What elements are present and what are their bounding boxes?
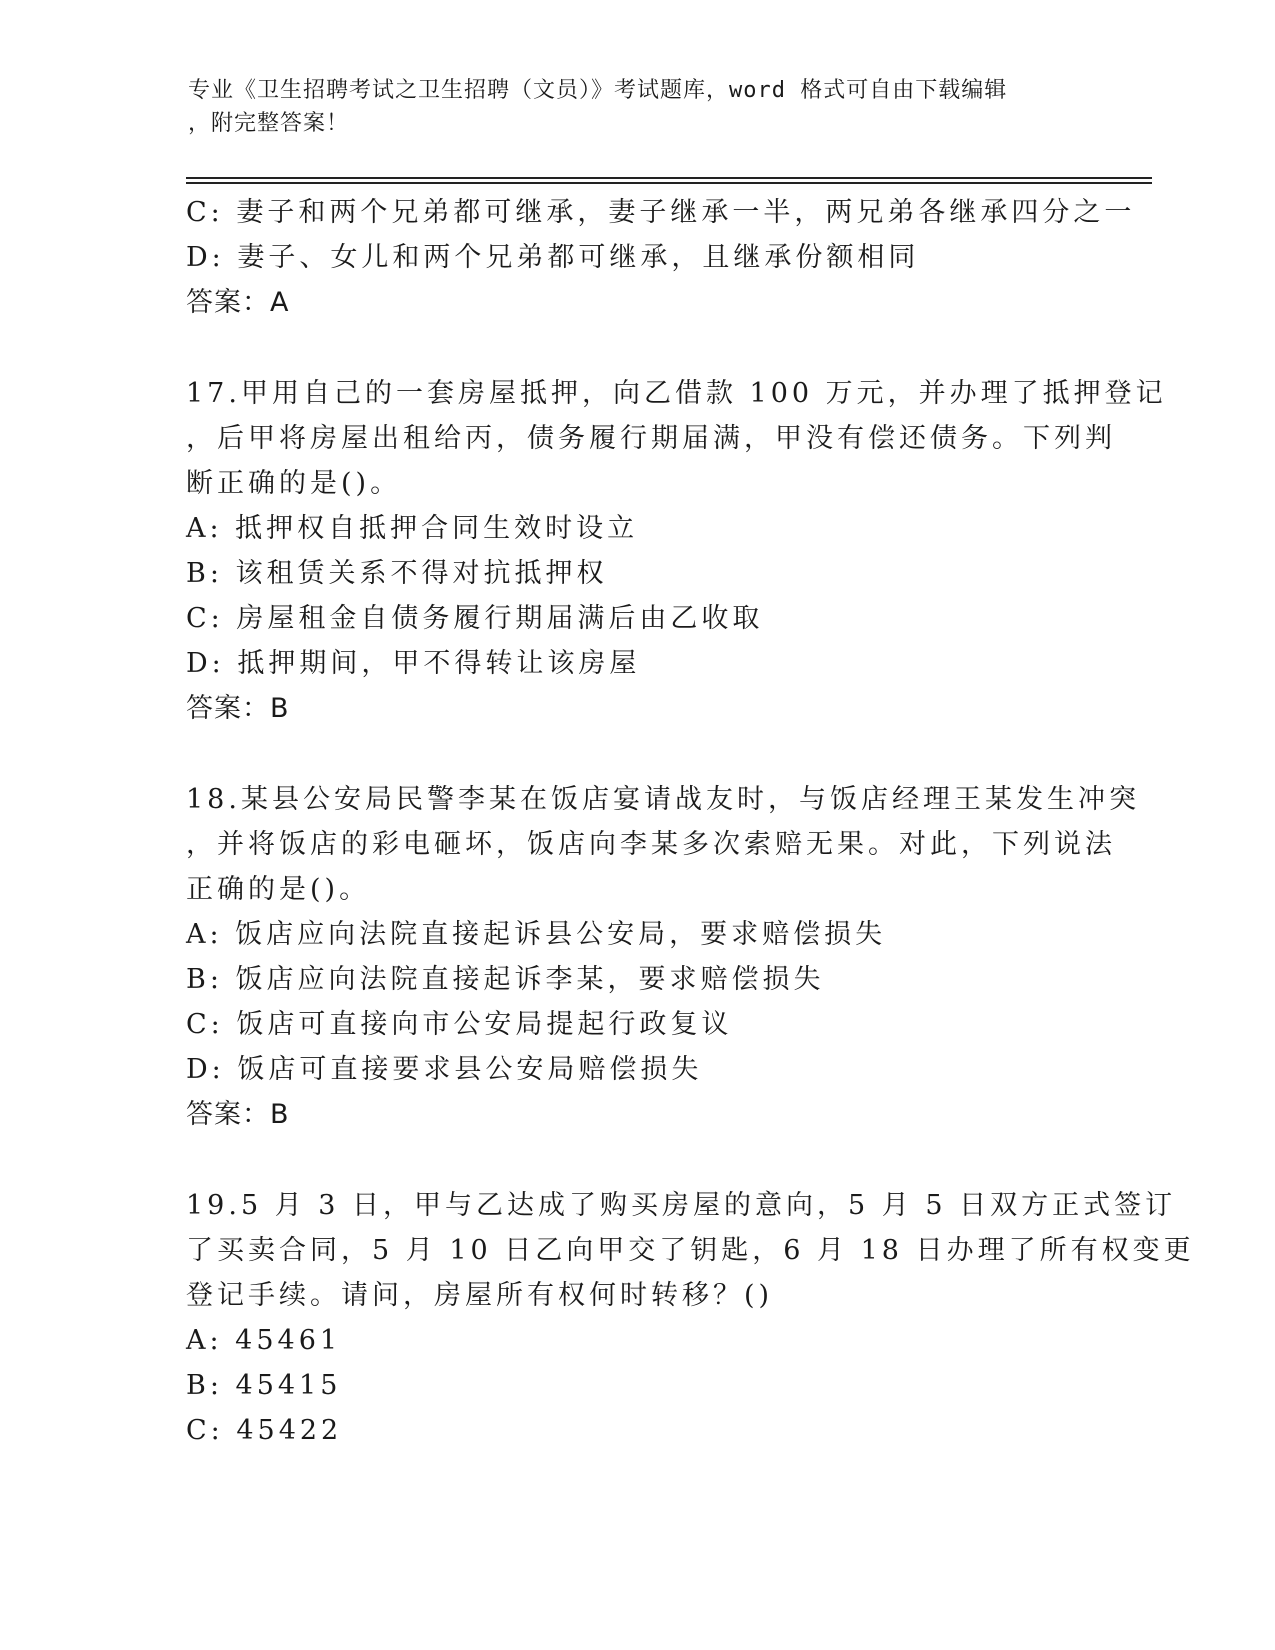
q19-stem-line-3: 登记手续。请问，房屋所有权何时转移？()	[186, 1280, 774, 1311]
q18-stem-line-3: 正确的是()。	[186, 874, 371, 905]
q17-option-c: C: 房屋租金自债务履行期届满后由乙收取	[186, 603, 764, 634]
document-header	[188, 74, 1068, 140]
question-content	[186, 190, 1195, 1453]
question-16	[186, 190, 1136, 325]
q17-option-a: A: 抵押权自抵押合同生效时设立	[186, 513, 639, 544]
q16-answer: 答案：A	[186, 287, 290, 318]
q19-option-b: B: 45415	[186, 1370, 342, 1401]
q19-option-a: A: 45461	[186, 1325, 342, 1356]
question-18	[186, 777, 1140, 1137]
question-17	[186, 371, 1167, 731]
q19-stem-line-2: 了买卖合同，5 月 10 日乙向甲交了钥匙，6 月 18 日办理了所有权变更	[186, 1235, 1195, 1266]
q18-option-b: B: 饭店应向法院直接起诉李某，要求赔偿损失	[186, 964, 825, 995]
q18-answer: 答案：B	[186, 1099, 290, 1130]
q17-stem-line-3: 断正确的是()。	[186, 468, 402, 499]
q16-option-c: C: 妻子和两个兄弟都可继承，妻子继承一半，两兄弟各继承四分之一	[186, 197, 1136, 228]
q19-option-c: C: 45422	[186, 1415, 343, 1446]
q17-stem-line-2: ，后甲将房屋出租给丙，债务履行期届满，甲没有偿还债务。下列判	[186, 423, 1116, 454]
q18-option-c: C: 饭店可直接向市公安局提起行政复议	[186, 1009, 733, 1040]
q18-stem-line-1: 18.某县公安局民警李某在饭店宴请战友时，与饭店经理王某发生冲突	[186, 784, 1140, 815]
header-line-1: 专业《卫生招聘考试之卫生招聘（文员）》考试题库，word 格式可自由下载编辑	[188, 78, 1008, 103]
q18-stem-line-2: ，并将饭店的彩电砸坏，饭店向李某多次索赔无果。对此，下列说法	[186, 829, 1116, 860]
question-19	[186, 1183, 1195, 1453]
header-rule-top	[186, 177, 1152, 179]
q17-stem-line-1: 17.甲用自己的一套房屋抵押，向乙借款 100 万元，并办理了抵押登记	[186, 378, 1167, 409]
header-rule-bottom	[186, 182, 1152, 184]
q18-option-d: D: 饭店可直接要求县公安局赔偿损失	[186, 1054, 703, 1085]
q17-option-b: B: 该租赁关系不得对抗抵押权	[186, 558, 608, 589]
q18-option-a: A: 饭店应向法院直接起诉县公安局，要求赔偿损失	[186, 919, 887, 950]
q16-option-d: D: 妻子、女儿和两个兄弟都可继承，且继承份额相同	[186, 242, 920, 273]
q17-option-d: D: 抵押期间，甲不得转让该房屋	[186, 648, 641, 679]
q17-answer: 答案：B	[186, 693, 290, 724]
header-line-2: ，附完整答案！	[188, 111, 350, 136]
q19-stem-line-1: 19.5 月 3 日，甲与乙达成了购买房屋的意向，5 月 5 日双方正式签订	[186, 1190, 1177, 1221]
